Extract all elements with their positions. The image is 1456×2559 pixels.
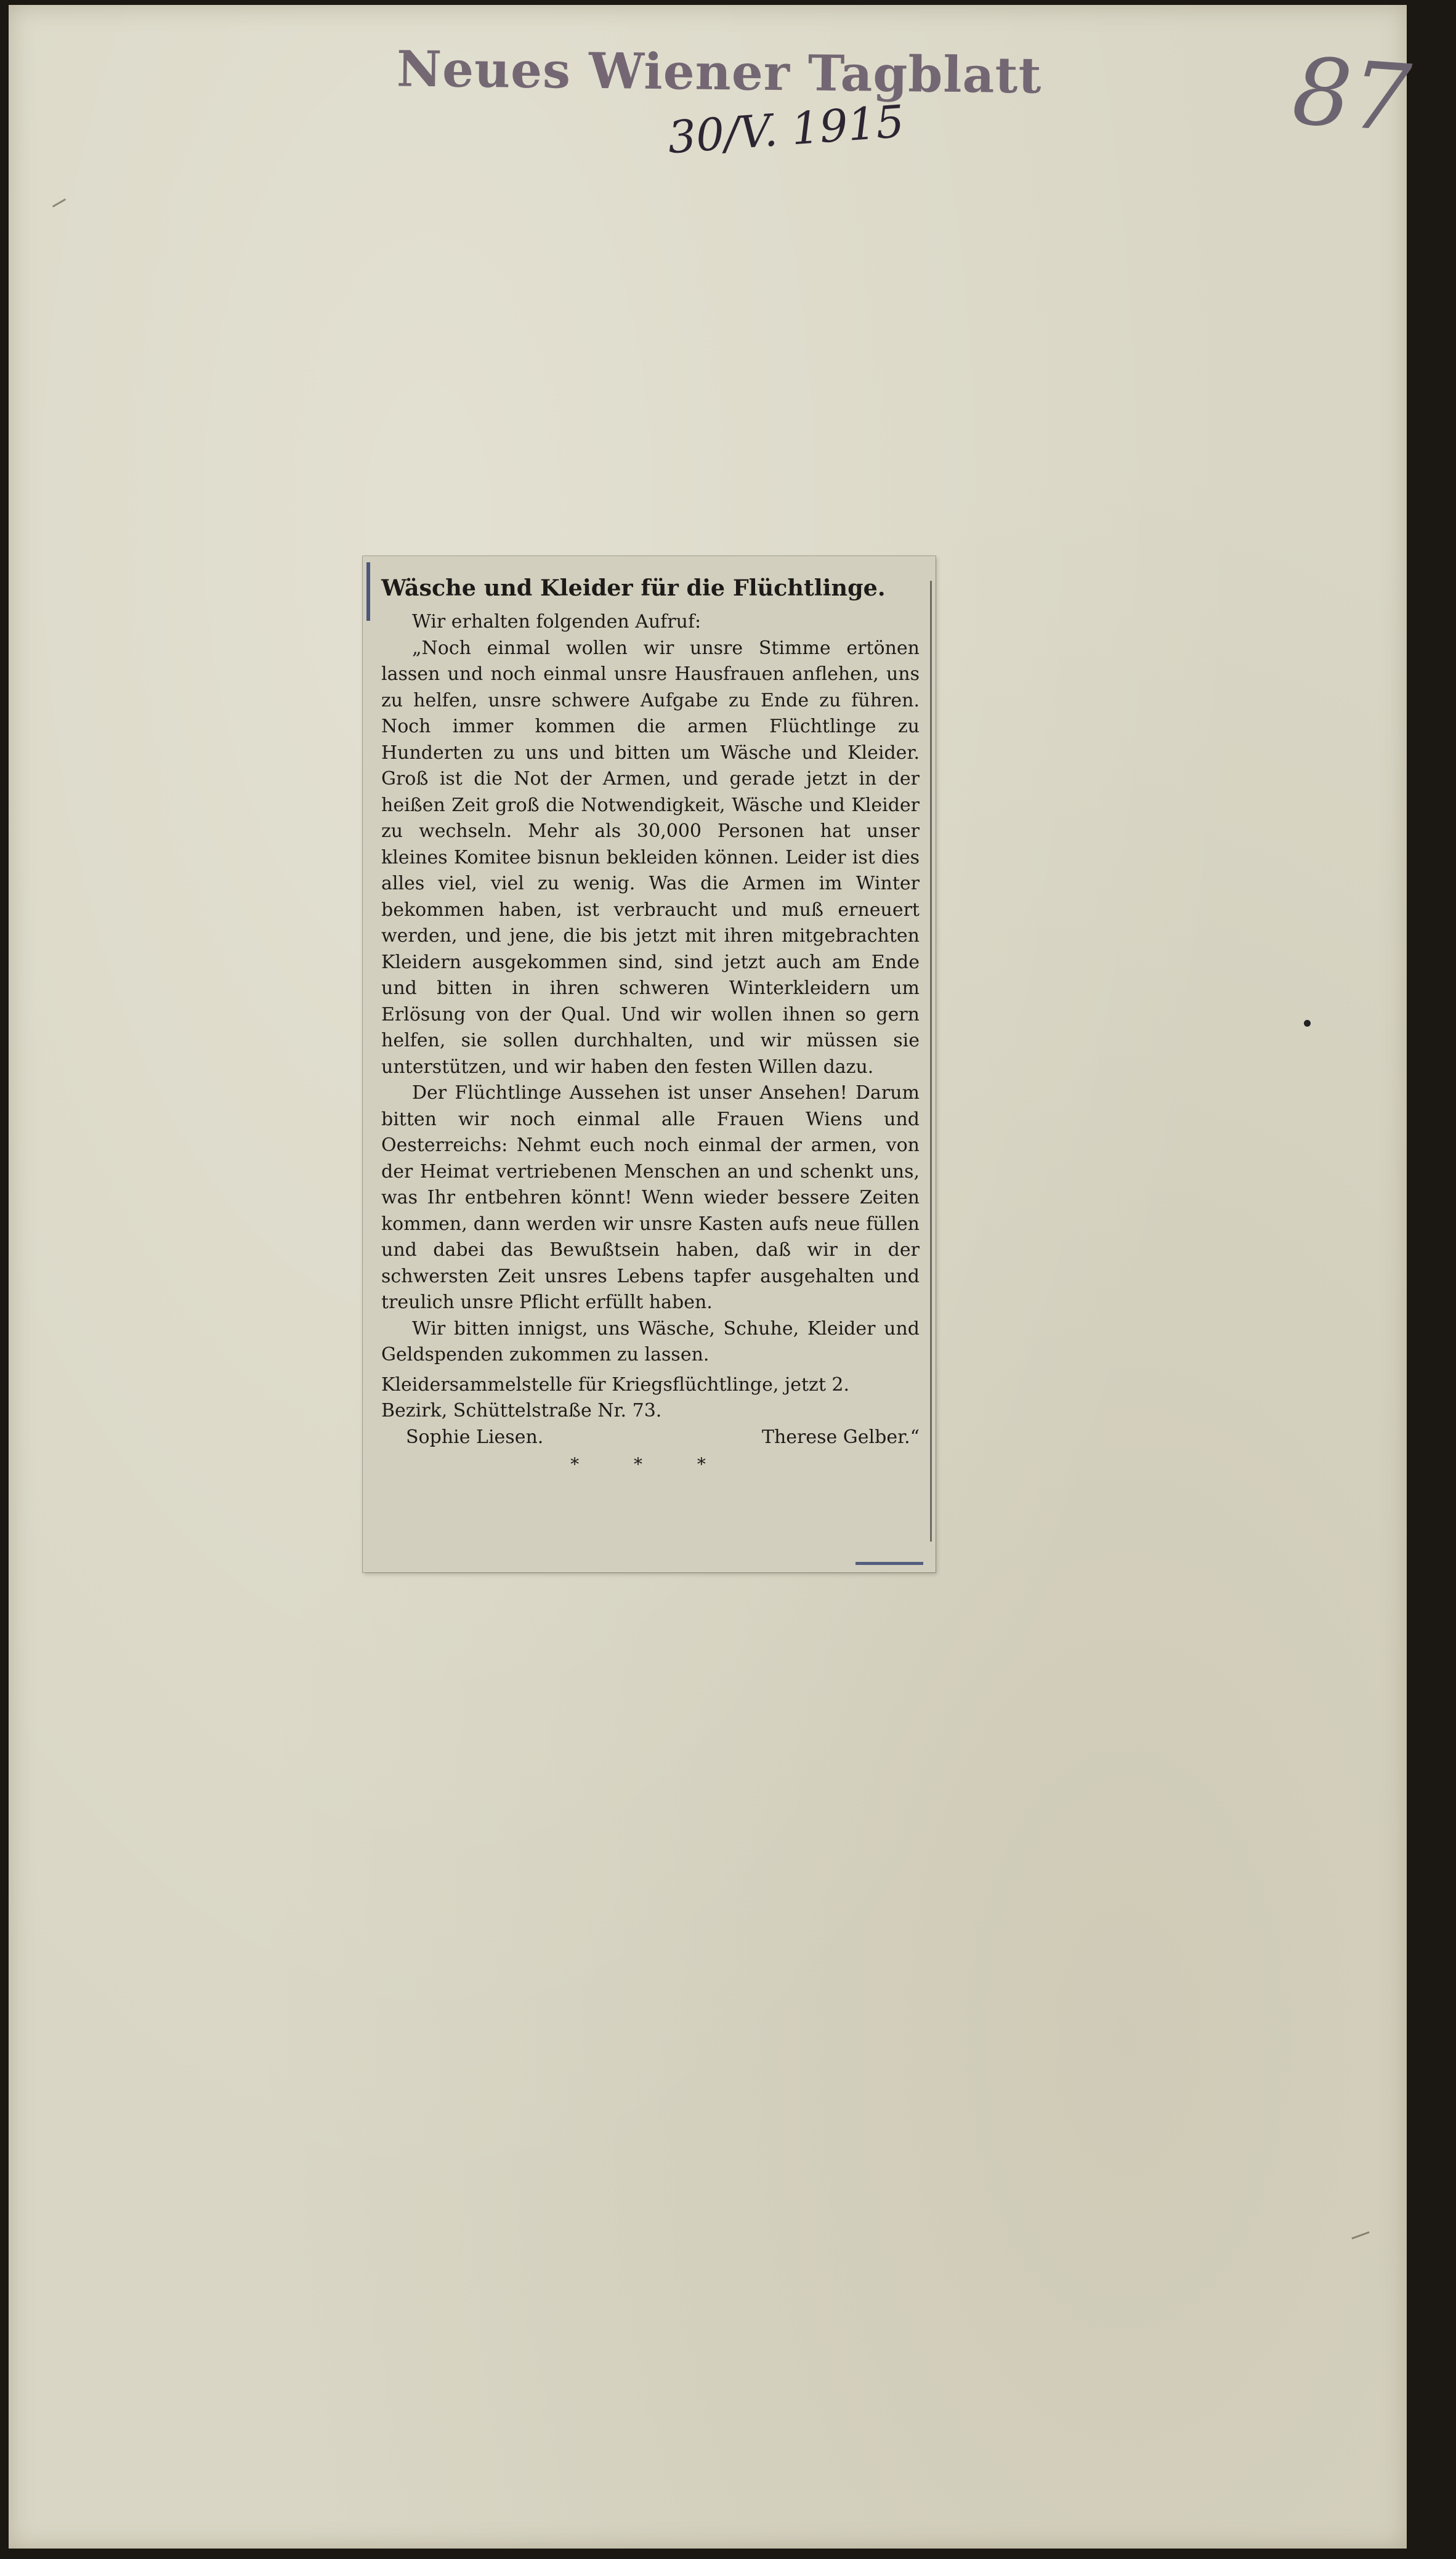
clipping-edge-rule bbox=[930, 581, 932, 1542]
folio-number: 87 bbox=[1289, 38, 1414, 153]
signatories bbox=[381, 1425, 920, 1451]
paper-speck bbox=[1304, 1020, 1311, 1027]
newspaper-clipping bbox=[363, 556, 936, 1572]
signer-left: Sophie Liesen. bbox=[406, 1426, 544, 1448]
archive-sheet bbox=[9, 5, 1414, 2549]
paper-scratch bbox=[52, 198, 66, 208]
newspaper-name-stamp: Neues Wiener Tagblatt bbox=[396, 39, 1042, 105]
article-paragraph-2: Der Flüchtlinge Aussehen ist unser Ansehen! Darum bitten wir noch einmal alle Frauen Wiens und Oesterreichs: Nehmt euch noch einmal der armen, von der Heimat vertriebenen Menschen an und schenkt uns, was Ihr entbehren könnt! Wenn wieder bessere Zeiten kommen, dann werden wir unsre Kasten aufs neue füllen und dabei das Bewußtsein haben, daß wir in der schwersten Zeit unsres Lebens tapfer ausgehalten und treulich unsre Pflicht erfüllt haben. bbox=[381, 1082, 920, 1313]
paper-scratch bbox=[1351, 2231, 1369, 2239]
article-intro: Wir erhalten folgenden Aufruf: bbox=[412, 611, 702, 633]
handwritten-date: 30/V. 1915 bbox=[666, 95, 906, 164]
blue-pencil-mark bbox=[366, 562, 370, 621]
collection-point-address: Kleidersammelstelle für Kriegsflüchtlinge, jetzt 2. Bezirk, Schüttelstraße Nr. 73. bbox=[381, 1373, 850, 1421]
article-headline: Wäsche und Kleider für die Flüchtlinge. bbox=[381, 575, 886, 601]
section-separator: * * * bbox=[570, 1454, 730, 1474]
blue-pencil-underline bbox=[855, 1562, 923, 1565]
article-paragraph-3: Wir bitten innigst, uns Wäsche, Schuhe, Kleider und Geldspenden zukommen zu lassen. bbox=[381, 1317, 920, 1365]
signer-right: Therese Gelber.“ bbox=[761, 1426, 920, 1448]
article-paragraph-1: „Noch einmal wollen wir unsre Stimme ertönen lassen und noch einmal unsre Hausfrauen anflehen, uns zu helfen, unsre schwere Aufgabe zu Ende zu führen. Noch immer kommen die armen Flüchtlinge zu Hunderten zu uns und bitten um Wäsche und Kleider. Groß ist die Not der Armen, und gerade jetzt in der heißen Zeit groß die Notwendigkeit, Wäsche und Kleider zu wechseln. Mehr als 30,000 Personen hat unser kleines Komitee bisnun bekleiden können. Leider ist dies alles viel, viel zu wenig. Was die Armen im Winter bekommen haben, ist verbraucht und muß erneuert werden, und jene, die bis jetzt mit ihren mitgebrachten Kleidern ausgekommen sind, sind jetzt auch am Ende und bitten in ihren schweren Winterkleidern um Erlösung von der Qual. Und wir wollen ihnen so gern helfen, sie sollen durchhalten, und wir müssen sie unterstützen, und wir haben den festen Willen dazu. bbox=[381, 637, 920, 1078]
